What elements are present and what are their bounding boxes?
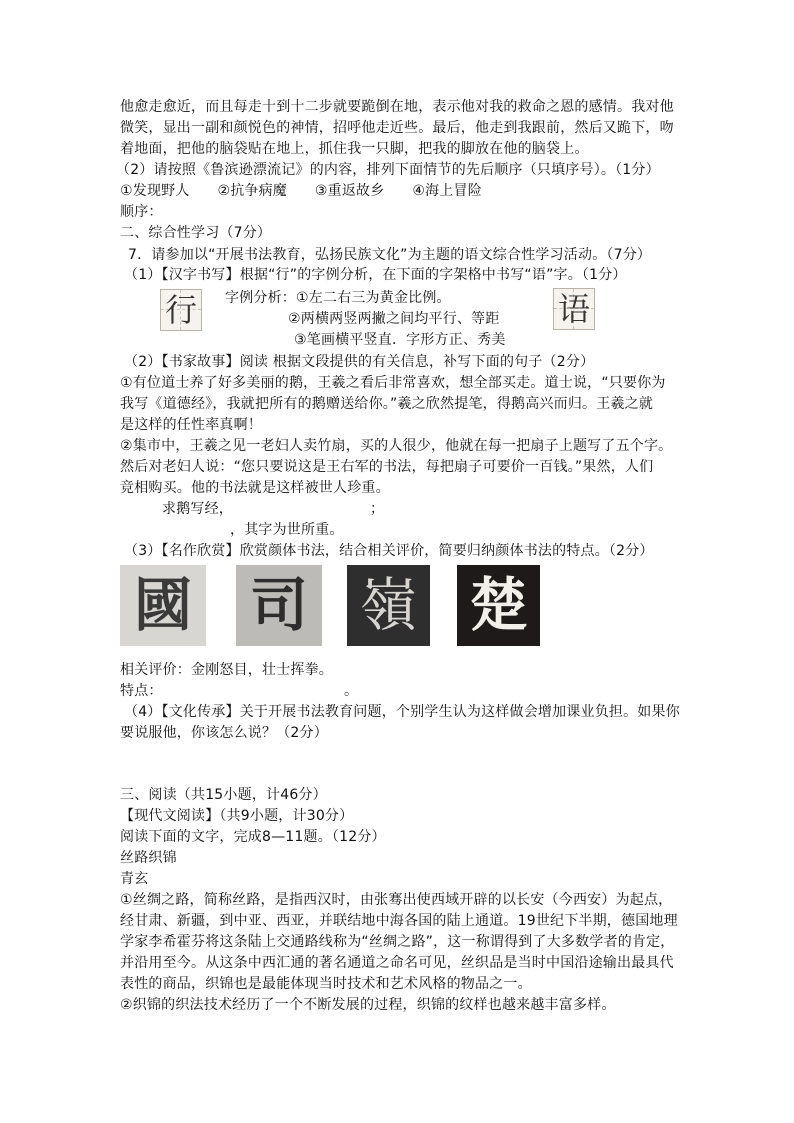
fill-blank-punct: ； xyxy=(370,501,385,517)
section-heading: 三、阅读（共15小题，计46分） xyxy=(120,787,327,803)
target-char: 语 xyxy=(557,290,590,328)
calligraphy-char: 國 xyxy=(133,571,192,639)
question-line: （2）请按照《鲁滨逊漂流记》的内容，排列下面情节的先后顺序（只填序号）。（1分） xyxy=(116,162,660,178)
text-line: 着地面，把他的脑袋贴在地上，抓住我一只脚，把我的脚放在他的脑袋上。 xyxy=(120,141,589,157)
article-line: ①丝绸之路，简称丝路，是指西汉时，由张骞出使西域开辟的以长安（今西安）为起点， xyxy=(120,892,673,908)
answer-label: 顺序： xyxy=(120,204,163,220)
question-line: （2）【书家故事】阅读 根据文段提供的有关信息，补写下面的句子（2分） xyxy=(124,354,595,370)
article-line: 并沿用至今。从这条中西汇通的著名通道之命名可见，丝织品是当时中国沿途输出最具代 xyxy=(120,955,674,971)
sample-char: 行 xyxy=(164,291,197,329)
text-line: 他愈走愈近，而且每走十到十二步就要跪倒在地，表示他对我的救命之恩的感情。我对他 xyxy=(120,99,674,115)
sample-char-box xyxy=(160,289,202,331)
section-heading: 二、综合性学习（7分） xyxy=(120,225,272,241)
article-line: 表性的商品，织锦也是最能体现当时技术和艺术风格的物品之一。 xyxy=(120,976,532,992)
story-line: 是这样的任性率真啊！ xyxy=(120,417,262,433)
analysis-line: 字例分析：①左二右三为黄金比例。 xyxy=(225,290,451,306)
writing-grid-box[interactable] xyxy=(553,288,595,330)
question-line: 7．请参加以“开展书法教育，弘扬民族文化”为主题的语文综合性学习活动。（7分） xyxy=(128,247,652,263)
calligraphy-char: 嶺 xyxy=(359,571,418,639)
story-line: 竞相购买。他的书法就是这样被世人珍重。 xyxy=(120,480,390,496)
calligraphy-image xyxy=(347,565,430,646)
options-line: ①发现野人 ②抗争病魔 ③重返故乡 ④海上冒险 xyxy=(120,183,482,199)
fill-blank-line: ，其字为世所重。 xyxy=(230,522,344,538)
text-line: 微笑，显出一副和颜悦色的神情，招呼他走近些。最后，他走到我跟前，然后又跪下，吻 xyxy=(120,120,674,136)
question-line: 要说服他，你该怎么说？（2分） xyxy=(120,725,328,741)
analysis-line: ②两横两竖两撇之间均平行、等距 xyxy=(288,311,500,327)
analysis-line: ③笔画横平竖直．字形方正、秀美 xyxy=(294,332,506,348)
subsection-heading: 【现代文阅读】（共9小题，计30分） xyxy=(120,808,354,824)
instruction-line: 阅读下面的文字，完成8—11题。（12分） xyxy=(120,829,386,845)
story-line: 然后对老妇人说：“您只要说这是王右军的书法，每把扇子可要价一百钱。”果然，人们 xyxy=(120,459,654,475)
question-line: （3）【名作欣赏】欣赏颜体书法，结合相关评价，简要归纳颜体书法的特点。（2分） xyxy=(124,543,654,559)
answer-label: 特点： xyxy=(120,683,163,699)
article-author: 青玄 xyxy=(120,871,149,887)
calligraphy-image xyxy=(120,565,206,646)
calligraphy-image xyxy=(236,565,322,646)
calligraphy-char: 楚 xyxy=(469,571,528,639)
comment-line: 相关评价：金刚怒目，壮士挥拳。 xyxy=(120,662,333,678)
fill-blank-line: 求鹅写经， xyxy=(162,501,233,517)
question-line: （1）【汉字书写】根据“行”的字例分析，在下面的字架格中书写“语”字。（1分） xyxy=(124,267,627,283)
story-line: ②集市中，王羲之见一老妇人卖竹扇，买的人很少，他就在每一把扇子上题写了五个字。 xyxy=(120,438,673,454)
article-line: 学家李希霍芬将这条陆上交通路线称为“丝绸之路”，这一称谓得到了大多数学者的肯定， xyxy=(120,934,675,950)
article-line: ②织锦的织法技术经历了一个不断发展的过程，织锦的纹样也越来越丰富多样。 xyxy=(120,997,616,1013)
story-line: 我写《道德经》，我就把所有的鹅赠送给你。”羲之欣然提笔，得鹅高兴而归。王羲之就 xyxy=(120,396,654,412)
calligraphy-char: 司 xyxy=(249,571,308,639)
calligraphy-image xyxy=(457,565,540,646)
question-line: （4）【文化传承】关于开展书法教育问题，个别学生认为这样做会增加课业负担。如果你 xyxy=(124,704,680,720)
story-line: ①有位道士养了好多美丽的鹅，王羲之看后非常喜欢，想全部买走。道士说，“只要你为 xyxy=(120,375,666,391)
article-title: 丝路织锦 xyxy=(120,850,177,866)
answer-end-punct: 。 xyxy=(344,683,359,699)
article-line: 经甘肃、新疆，到中亚、西亚，并联结地中海各国的陆上通道。19世纪下半期，德国地理 xyxy=(120,913,678,929)
